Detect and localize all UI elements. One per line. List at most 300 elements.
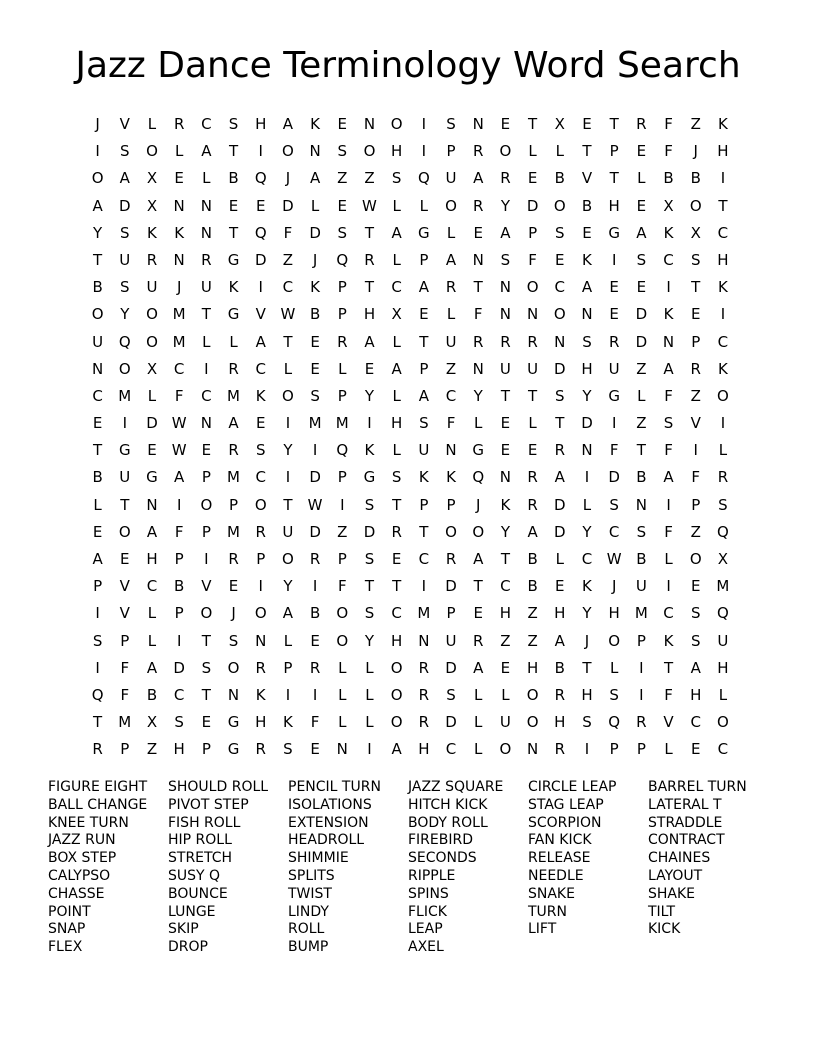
grid-letter[interactable]: I (611, 250, 617, 269)
grid-letter[interactable]: S (690, 631, 701, 650)
grid-letter[interactable]: N (336, 740, 348, 759)
grid-letter[interactable]: I (611, 414, 617, 433)
grid-letter[interactable]: V (690, 414, 701, 433)
grid-letter[interactable]: Y (582, 386, 592, 405)
grid-letter[interactable]: P (636, 740, 646, 759)
grid-letter[interactable]: C (391, 604, 402, 623)
grid-letter[interactable]: L (528, 142, 537, 161)
grid-letter[interactable]: M (716, 577, 730, 596)
grid-letter[interactable]: D (635, 305, 648, 324)
grid-letter[interactable]: J (312, 250, 318, 269)
grid-letter[interactable]: P (691, 495, 701, 514)
grid-letter[interactable]: J (693, 142, 698, 161)
grid-letter[interactable]: Z (282, 250, 294, 269)
grid-letter[interactable]: A (391, 740, 402, 759)
grid-letter[interactable]: R (500, 332, 511, 351)
grid-letter[interactable]: O (553, 305, 566, 324)
grid-letter[interactable]: H (391, 414, 403, 433)
grid-letter[interactable]: L (338, 713, 347, 732)
grid-letter[interactable]: Q (254, 223, 267, 242)
grid-letter[interactable]: I (95, 142, 100, 161)
grid-letter[interactable]: E (201, 441, 212, 460)
grid-letter[interactable]: D (554, 495, 566, 514)
grid-letter[interactable]: M (417, 604, 431, 623)
grid-letter[interactable]: T (636, 441, 646, 460)
grid-letter[interactable]: U (499, 713, 511, 732)
grid-letter[interactable]: Z (364, 169, 375, 188)
grid-letter[interactable]: R (418, 685, 430, 704)
grid-letter[interactable]: U (527, 359, 539, 378)
grid-letter[interactable]: F (664, 522, 673, 541)
grid-letter[interactable]: K (282, 713, 293, 732)
grid-letter[interactable]: W (362, 196, 377, 215)
grid-letter[interactable]: H (391, 142, 403, 161)
grid-letter[interactable]: O (499, 740, 512, 759)
grid-letter[interactable]: E (228, 196, 239, 215)
grid-letter[interactable]: T (528, 115, 538, 133)
grid-letter[interactable]: C (717, 223, 729, 242)
grid-letter[interactable]: M (172, 332, 186, 351)
grid-letter[interactable]: X (663, 196, 674, 215)
grid-letter[interactable]: Z (445, 359, 457, 378)
grid-letter[interactable]: J (95, 115, 100, 133)
grid-letter[interactable]: S (582, 332, 592, 351)
grid-letter[interactable]: N (173, 196, 185, 215)
grid-letter[interactable]: E (310, 359, 320, 378)
grid-letter[interactable]: O (717, 713, 729, 732)
grid-letter[interactable]: O (254, 495, 267, 514)
grid-letter[interactable]: I (285, 685, 291, 704)
grid-letter[interactable]: A (92, 550, 103, 568)
grid-letter[interactable]: L (555, 142, 564, 161)
grid-letter[interactable]: S (364, 604, 375, 623)
grid-letter[interactable]: U (119, 250, 131, 269)
grid-letter[interactable]: D (581, 414, 593, 433)
grid-letter[interactable]: N (635, 495, 647, 514)
grid-letter[interactable]: T (93, 441, 103, 460)
grid-letter[interactable]: O (689, 550, 702, 568)
grid-letter[interactable]: G (363, 468, 376, 487)
grid-letter[interactable]: V (201, 577, 212, 596)
grid-letter[interactable]: L (365, 685, 374, 704)
grid-letter[interactable]: E (419, 305, 429, 324)
grid-letter[interactable]: Z (337, 522, 348, 541)
grid-letter[interactable]: R (364, 250, 375, 269)
grid-letter[interactable]: D (526, 196, 539, 215)
grid-letter[interactable]: I (584, 740, 590, 759)
grid-letter[interactable]: L (147, 115, 157, 133)
grid-letter[interactable]: E (201, 713, 212, 732)
grid-letter[interactable]: Q (608, 713, 621, 732)
grid-letter[interactable]: C (391, 278, 402, 297)
grid-letter[interactable]: Z (690, 522, 701, 541)
grid-letter[interactable]: C (418, 550, 430, 568)
grid-letter[interactable]: P (93, 577, 103, 596)
grid-letter[interactable]: L (555, 550, 564, 568)
grid-letter[interactable]: T (609, 115, 619, 133)
grid-letter[interactable]: L (474, 685, 483, 704)
grid-letter[interactable]: H (554, 604, 566, 623)
grid-letter[interactable]: G (118, 441, 131, 460)
grid-letter[interactable]: U (200, 278, 212, 297)
grid-letter[interactable]: T (364, 223, 375, 242)
grid-letter[interactable]: V (119, 604, 130, 623)
grid-letter[interactable]: T (283, 495, 293, 514)
grid-letter[interactable]: I (720, 169, 726, 188)
grid-letter[interactable]: H (717, 250, 729, 269)
grid-letter[interactable]: T (283, 332, 293, 351)
grid-letter[interactable]: I (666, 278, 671, 297)
grid-letter[interactable]: Z (337, 169, 348, 188)
grid-letter[interactable]: E (337, 115, 348, 133)
grid-letter[interactable]: Q (336, 250, 349, 269)
grid-letter[interactable]: R (445, 278, 457, 297)
grid-letter[interactable]: U (445, 631, 457, 650)
grid-letter[interactable]: A (418, 386, 429, 405)
grid-letter[interactable]: Y (500, 196, 510, 215)
grid-letter[interactable]: S (201, 658, 212, 677)
grid-letter[interactable]: H (608, 196, 620, 215)
grid-letter[interactable]: T (201, 631, 211, 650)
grid-letter[interactable]: S (500, 250, 511, 269)
grid-letter[interactable]: L (501, 685, 510, 704)
grid-letter[interactable]: T (93, 713, 103, 732)
grid-letter[interactable]: M (227, 522, 240, 541)
grid-letter[interactable]: O (445, 522, 457, 541)
grid-letter[interactable]: P (174, 604, 184, 623)
grid-letter[interactable]: L (229, 332, 238, 351)
grid-letter[interactable]: D (445, 577, 457, 596)
grid-letter[interactable]: P (337, 278, 347, 297)
grid-letter[interactable]: F (664, 115, 673, 133)
grid-letter[interactable]: O (526, 713, 539, 732)
grid-letter[interactable]: I (285, 414, 291, 433)
grid-letter[interactable]: I (258, 577, 263, 596)
grid-letter[interactable]: H (255, 713, 267, 732)
grid-letter[interactable]: N (499, 468, 512, 487)
grid-letter[interactable]: S (391, 468, 402, 487)
grid-letter[interactable]: N (200, 414, 212, 433)
grid-letter[interactable]: T (555, 414, 565, 433)
grid-letter[interactable]: Y (364, 386, 375, 405)
grid-letter[interactable]: F (446, 414, 456, 433)
grid-letter[interactable]: E (609, 278, 619, 297)
grid-letter[interactable]: K (663, 223, 674, 242)
grid-letter[interactable]: Q (336, 441, 349, 460)
grid-letter[interactable]: H (608, 604, 620, 623)
grid-letter[interactable]: N (472, 115, 484, 133)
grid-letter[interactable]: H (554, 713, 566, 732)
grid-letter[interactable]: I (204, 359, 209, 378)
grid-letter[interactable]: O (445, 196, 457, 215)
grid-letter[interactable]: T (691, 278, 701, 297)
grid-letter[interactable]: L (392, 386, 401, 405)
grid-letter[interactable]: O (608, 631, 621, 650)
grid-letter[interactable]: E (473, 223, 483, 242)
grid-letter[interactable]: K (717, 278, 728, 297)
grid-letter[interactable]: I (176, 631, 182, 650)
grid-letter[interactable]: R (92, 740, 103, 759)
grid-letter[interactable]: L (338, 658, 347, 677)
grid-letter[interactable]: E (500, 115, 511, 133)
grid-letter[interactable]: U (445, 332, 457, 351)
grid-letter[interactable]: U (92, 332, 104, 351)
grid-letter[interactable]: O (689, 196, 702, 215)
grid-letter[interactable]: E (391, 550, 402, 568)
grid-letter[interactable]: R (309, 658, 321, 677)
grid-letter[interactable]: K (582, 250, 592, 269)
grid-letter[interactable]: I (258, 278, 263, 297)
grid-letter[interactable]: R (500, 169, 511, 188)
grid-letter[interactable]: A (119, 169, 130, 188)
grid-letter[interactable]: K (147, 223, 157, 242)
grid-letter[interactable]: V (581, 169, 593, 188)
grid-letter[interactable]: N (526, 305, 539, 324)
grid-letter[interactable]: M (118, 713, 132, 732)
grid-letter[interactable]: B (663, 169, 674, 188)
grid-letter[interactable]: L (664, 740, 673, 759)
grid-letter[interactable]: O (146, 332, 158, 351)
grid-letter[interactable]: R (636, 115, 647, 133)
grid-letter[interactable]: A (174, 468, 185, 487)
grid-letter[interactable]: E (500, 658, 511, 677)
grid-letter[interactable]: H (581, 359, 593, 378)
grid-letter[interactable]: F (664, 386, 673, 405)
grid-letter[interactable]: N (146, 495, 158, 514)
grid-letter[interactable]: B (554, 169, 565, 188)
grid-letter[interactable]: Y (582, 522, 592, 541)
grid-letter[interactable]: N (526, 740, 539, 759)
grid-letter[interactable]: O (526, 278, 539, 297)
grid-letter[interactable]: A (690, 658, 701, 677)
grid-letter[interactable]: I (95, 658, 100, 677)
grid-letter[interactable]: C (663, 604, 674, 623)
grid-letter[interactable]: A (282, 604, 294, 623)
grid-letter[interactable]: D (282, 196, 294, 215)
grid-letter[interactable]: F (283, 223, 293, 242)
grid-letter[interactable]: P (446, 495, 456, 514)
grid-letter[interactable]: E (636, 142, 647, 161)
grid-letter[interactable]: Z (636, 359, 647, 378)
grid-letter[interactable]: F (664, 441, 673, 460)
grid-letter[interactable]: B (581, 196, 593, 215)
grid-letter[interactable]: Y (120, 305, 130, 324)
grid-letter[interactable]: L (147, 604, 157, 623)
grid-letter[interactable]: T (663, 658, 674, 677)
grid-letter[interactable]: G (146, 468, 158, 487)
grid-letter[interactable]: Z (690, 386, 701, 405)
grid-letter[interactable]: J (476, 495, 481, 514)
grid-letter[interactable]: O (282, 550, 294, 568)
grid-letter[interactable]: C (255, 468, 266, 487)
grid-letter[interactable]: Q (472, 468, 485, 487)
grid-letter[interactable]: T (419, 332, 429, 351)
grid-letter[interactable]: Z (527, 604, 538, 623)
grid-letter[interactable]: A (445, 250, 457, 269)
grid-letter[interactable]: H (526, 658, 539, 677)
grid-letter[interactable]: R (391, 522, 402, 541)
grid-letter[interactable]: O (390, 115, 403, 133)
grid-letter[interactable]: I (421, 142, 427, 161)
grid-letter[interactable]: S (690, 604, 701, 623)
grid-letter[interactable]: I (204, 550, 209, 568)
grid-letter[interactable]: R (228, 359, 239, 378)
grid-letter[interactable]: B (690, 169, 701, 188)
grid-letter[interactable]: D (554, 359, 566, 378)
grid-letter[interactable]: H (418, 740, 430, 759)
grid-letter[interactable]: I (176, 495, 182, 514)
grid-letter[interactable]: T (392, 495, 402, 514)
grid-letter[interactable]: T (392, 577, 402, 596)
grid-letter[interactable]: A (527, 522, 538, 541)
grid-letter[interactable]: B (527, 577, 538, 596)
grid-letter[interactable]: K (663, 305, 674, 324)
grid-letter[interactable]: L (147, 386, 157, 405)
grid-letter[interactable]: E (582, 223, 592, 242)
grid-letter[interactable]: S (255, 441, 266, 460)
grid-letter[interactable]: K (418, 468, 429, 487)
grid-letter[interactable]: C (282, 278, 294, 297)
grid-letter[interactable]: I (720, 414, 726, 433)
grid-letter[interactable]: R (554, 685, 565, 704)
grid-letter[interactable]: H (173, 740, 185, 759)
grid-letter[interactable]: B (309, 604, 321, 623)
grid-letter[interactable]: P (201, 522, 211, 541)
grid-letter[interactable]: X (554, 115, 565, 133)
grid-letter[interactable]: R (255, 740, 266, 759)
grid-letter[interactable]: E (636, 196, 647, 215)
grid-letter[interactable]: C (173, 359, 185, 378)
grid-letter[interactable]: L (419, 196, 429, 215)
grid-letter[interactable]: T (419, 522, 429, 541)
grid-letter[interactable]: N (499, 278, 512, 297)
grid-letter[interactable]: G (418, 223, 430, 242)
grid-letter[interactable]: D (119, 196, 131, 215)
grid-letter[interactable]: L (174, 142, 184, 161)
grid-letter[interactable]: S (364, 550, 375, 568)
grid-letter[interactable]: R (418, 713, 430, 732)
grid-letter[interactable]: X (391, 305, 402, 324)
grid-letter[interactable]: N (554, 332, 566, 351)
grid-letter[interactable]: T (473, 278, 483, 297)
grid-letter[interactable]: H (499, 604, 512, 623)
grid-letter[interactable]: T (364, 278, 375, 297)
grid-letter[interactable]: U (717, 631, 729, 650)
grid-letter[interactable]: A (364, 332, 375, 351)
grid-letter[interactable]: P (419, 359, 429, 378)
grid-letter[interactable]: P (337, 305, 347, 324)
grid-letter[interactable]: A (581, 278, 593, 297)
grid-letter[interactable]: L (474, 713, 483, 732)
grid-letter[interactable]: O (363, 142, 376, 161)
grid-letter[interactable]: E (500, 414, 511, 433)
grid-letter[interactable]: R (527, 332, 538, 351)
grid-letter[interactable]: R (418, 658, 430, 677)
grid-letter[interactable]: Y (500, 522, 510, 541)
grid-letter[interactable]: P (419, 250, 429, 269)
grid-letter[interactable]: B (92, 468, 103, 487)
grid-letter[interactable]: E (690, 577, 701, 596)
grid-letter[interactable]: E (310, 631, 320, 650)
grid-letter[interactable]: M (634, 604, 648, 623)
grid-letter[interactable]: U (635, 577, 647, 596)
grid-letter[interactable]: L (147, 631, 157, 650)
grid-letter[interactable]: A (146, 658, 158, 677)
grid-letter[interactable]: E (555, 250, 565, 269)
grid-letter[interactable]: P (201, 468, 211, 487)
grid-letter[interactable]: O (336, 631, 349, 650)
grid-letter[interactable]: L (637, 386, 646, 405)
grid-letter[interactable]: S (120, 278, 130, 297)
grid-letter[interactable]: T (582, 658, 592, 677)
grid-letter[interactable]: C (717, 332, 729, 351)
grid-letter[interactable]: K (310, 278, 321, 297)
grid-letter[interactable]: O (390, 713, 403, 732)
grid-letter[interactable]: L (474, 414, 483, 433)
grid-letter[interactable]: Q (254, 169, 267, 188)
grid-letter[interactable]: L (202, 332, 211, 351)
grid-letter[interactable]: P (528, 223, 538, 242)
grid-letter[interactable]: O (118, 522, 131, 541)
grid-letter[interactable]: N (309, 142, 321, 161)
grid-letter[interactable]: O (91, 169, 104, 188)
grid-letter[interactable]: D (363, 522, 376, 541)
grid-letter[interactable]: T (528, 386, 538, 405)
grid-letter[interactable]: Z (690, 115, 701, 133)
grid-letter[interactable]: N (472, 250, 484, 269)
grid-letter[interactable]: T (201, 305, 211, 324)
grid-letter[interactable]: B (228, 169, 239, 188)
grid-letter[interactable]: A (663, 359, 674, 378)
grid-letter[interactable]: T (500, 386, 510, 405)
grid-letter[interactable]: L (392, 441, 401, 460)
grid-letter[interactable]: V (663, 713, 674, 732)
grid-letter[interactable]: I (312, 685, 318, 704)
grid-letter[interactable]: T (609, 169, 619, 188)
grid-letter[interactable]: O (553, 196, 566, 215)
grid-letter[interactable]: E (527, 169, 538, 188)
grid-letter[interactable]: L (338, 359, 347, 378)
grid-letter[interactable]: P (201, 740, 211, 759)
grid-letter[interactable]: A (636, 223, 647, 242)
grid-letter[interactable]: A (473, 169, 484, 188)
grid-letter[interactable]: D (254, 250, 267, 269)
grid-letter[interactable]: S (120, 223, 130, 242)
grid-letter[interactable]: R (228, 550, 239, 568)
grid-letter[interactable]: K (717, 359, 728, 378)
grid-letter[interactable]: P (256, 550, 266, 568)
grid-letter[interactable]: R (337, 332, 348, 351)
grid-letter[interactable]: R (255, 658, 266, 677)
grid-letter[interactable]: F (337, 577, 347, 596)
grid-letter[interactable]: C (608, 522, 620, 541)
grid-letter[interactable]: D (309, 468, 321, 487)
grid-letter[interactable]: I (312, 441, 318, 460)
grid-letter[interactable]: U (146, 278, 158, 297)
grid-letter[interactable]: H (690, 685, 702, 704)
grid-letter[interactable]: N (472, 359, 484, 378)
grid-letter[interactable]: L (446, 223, 456, 242)
grid-letter[interactable]: E (120, 550, 130, 568)
grid-letter[interactable]: R (717, 468, 729, 487)
grid-letter[interactable]: D (554, 522, 566, 541)
grid-letter[interactable]: I (720, 305, 726, 324)
grid-letter[interactable]: S (337, 142, 348, 161)
grid-letter[interactable]: I (367, 414, 372, 433)
grid-letter[interactable]: L (392, 332, 401, 351)
grid-letter[interactable]: O (390, 658, 403, 677)
grid-letter[interactable]: I (584, 468, 590, 487)
